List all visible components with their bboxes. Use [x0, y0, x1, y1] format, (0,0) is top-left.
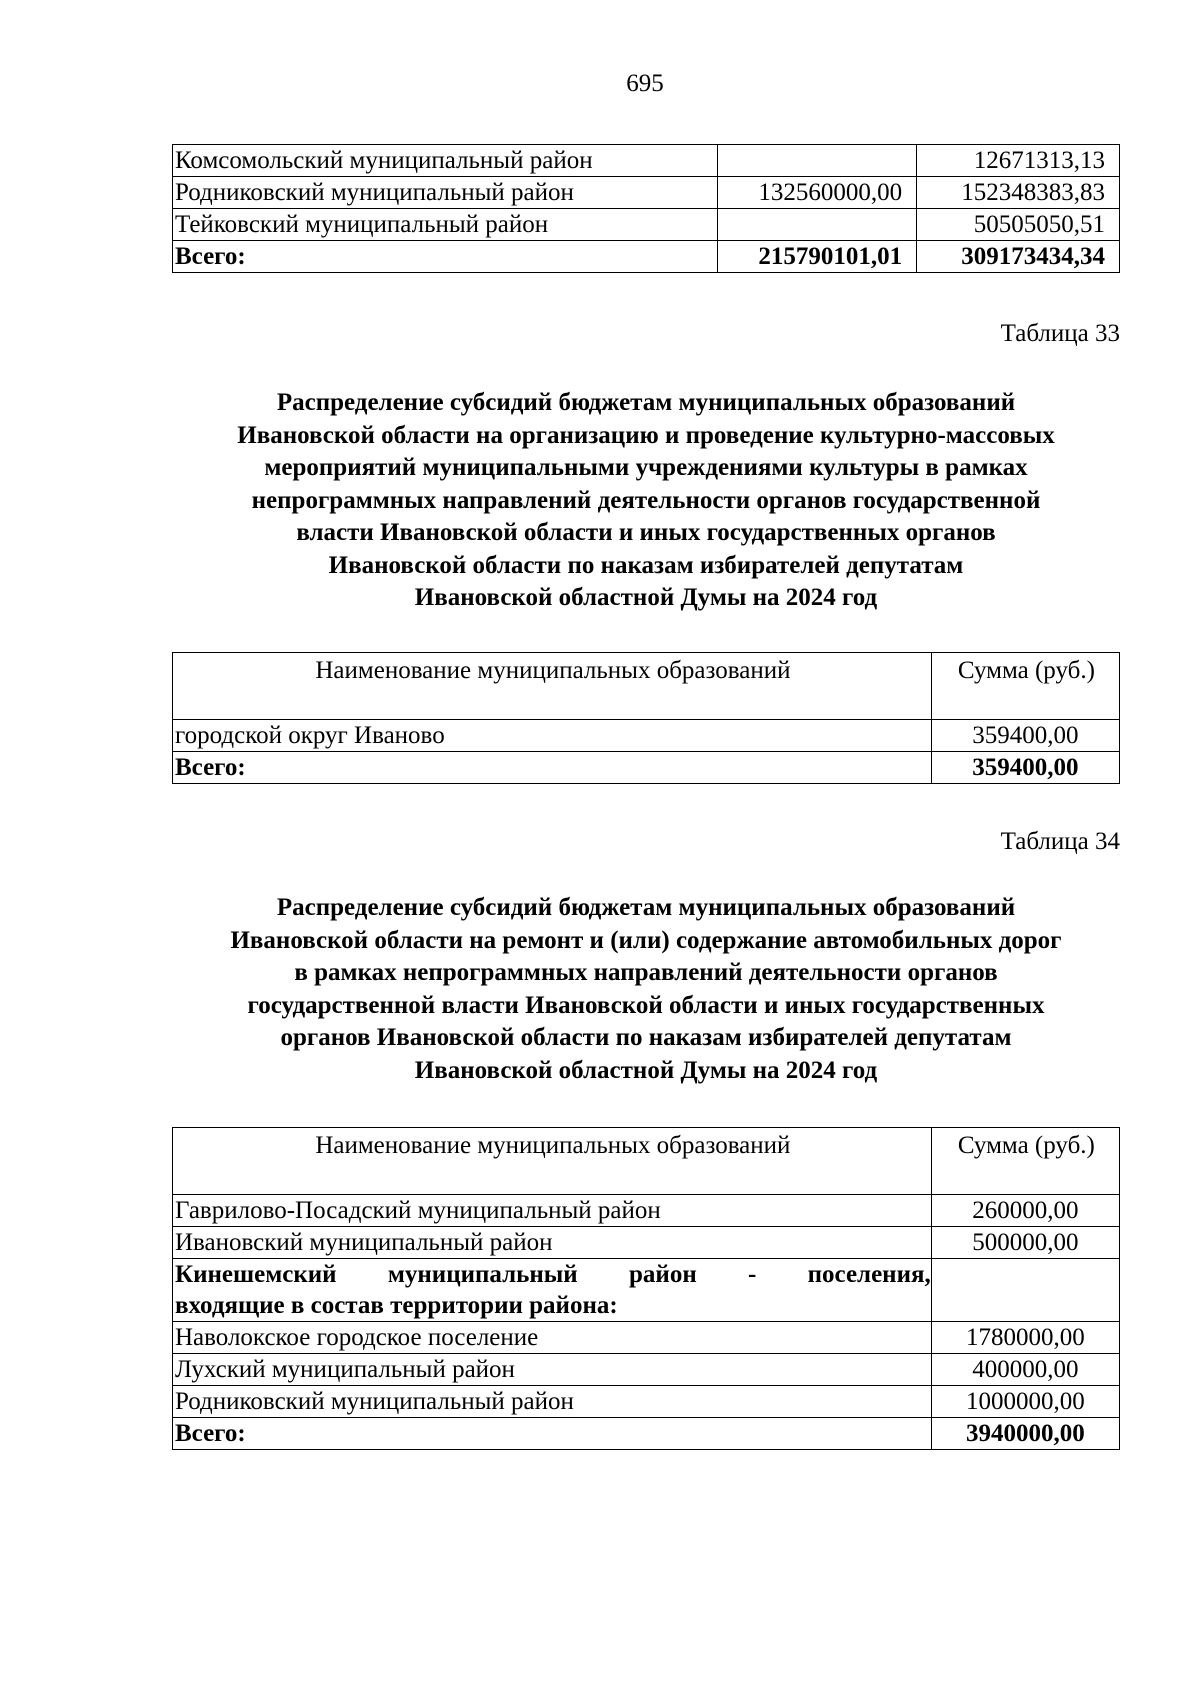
total-row: [173, 1418, 1120, 1450]
table-row: [173, 177, 1120, 209]
row-name: Комсомольский муниципальный район: [173, 145, 718, 177]
row-value-1: [718, 209, 917, 241]
row-name: Гаврилово-Посадский муниципальный район: [173, 1195, 932, 1227]
group-sum-empty: [931, 1259, 1119, 1322]
table-34-label: Таблица 34: [1000, 828, 1120, 855]
row-value-1: [718, 145, 917, 177]
row-sum: 260000,00: [931, 1195, 1119, 1227]
row-sum: 400000,00: [931, 1354, 1119, 1386]
row-value-2: 12671313,13: [917, 145, 1120, 177]
title-line: Распределение субсидий бюджетам муниципальных образований: [276, 389, 1016, 416]
group-row: [173, 1259, 1120, 1322]
table-row: [173, 720, 1120, 752]
title-line: Ивановской областной Думы на 2024 год: [414, 584, 878, 611]
total-row: [173, 752, 1120, 784]
table-row: [173, 145, 1120, 177]
header-name: Наименование муниципальных образований: [173, 653, 932, 720]
row-name: Ивановский муниципальный район: [173, 1227, 932, 1259]
title-line: Ивановской области на организацию и проведение культурно-массовых: [237, 421, 1055, 449]
header-sum: Сумма (руб.): [931, 1128, 1119, 1195]
group-name: [173, 1259, 932, 1322]
row-sum: 1780000,00: [931, 1322, 1119, 1354]
title-line: Ивановской области на ремонт и (или) содержание автомобильных дорог: [230, 926, 1062, 954]
table-33-label: Таблица 33: [1000, 320, 1120, 347]
total-value-1: 215790101,01: [718, 241, 917, 273]
title-line: Распределение субсидий бюджетам муниципальных образований: [276, 894, 1016, 921]
header-row: [173, 1128, 1120, 1195]
table-34: [172, 1127, 1120, 1450]
title-line: власти Ивановской области и иных государственных органов: [296, 519, 996, 546]
page-number: 695: [626, 70, 664, 97]
row-value-2: 152348383,83: [917, 177, 1120, 209]
group-name-line-1: Кинешемский муниципальный район - поселения,: [175, 1261, 931, 1288]
table-row: [173, 1386, 1120, 1418]
row-value-2: 50505050,51: [917, 209, 1120, 241]
total-sum: 3940000,00: [931, 1418, 1119, 1450]
table-33: [172, 652, 1120, 784]
row-sum: 359400,00: [931, 720, 1119, 752]
row-name: Родниковский муниципальный район: [173, 177, 718, 209]
row-value-1: 132560000,00: [718, 177, 917, 209]
row-name: Наволокское городское поселение: [173, 1322, 932, 1354]
row-sum: 1000000,00: [931, 1386, 1119, 1418]
title-line: Ивановской областной Думы на 2024 год: [414, 1056, 878, 1084]
total-row: [173, 241, 1120, 273]
table-row: [173, 1322, 1120, 1354]
table-row: [173, 1195, 1120, 1227]
header-row: [173, 653, 1120, 720]
title-line: мероприятий муниципальными учреждениями культуры в рамках: [264, 454, 1028, 481]
title-line: государственной власти Ивановской области и иных государственных: [247, 991, 1045, 1019]
total-label: Всего:: [173, 241, 718, 273]
total-label: Всего:: [173, 752, 932, 784]
title-line: Ивановской области по наказам избирателей депутатам: [328, 551, 964, 579]
header-name: Наименование муниципальных образований: [173, 1128, 932, 1195]
title-line: непрограммных направлений деятельности органов государственной: [251, 486, 1041, 514]
table-row: [173, 1354, 1120, 1386]
row-name: Лухский муниципальный район: [173, 1354, 932, 1386]
title-line: в рамках непрограммных направлений деятельности органов: [294, 959, 998, 986]
group-name-line-2: входящие в состав территории района:: [175, 1292, 618, 1319]
row-name: городской округ Иваново: [173, 720, 932, 752]
previous-table-continuation: [172, 144, 1120, 273]
total-label: Всего:: [173, 1418, 932, 1450]
row-name: Тейковский муниципальный район: [173, 209, 718, 241]
row-name: Родниковский муниципальный район: [173, 1386, 932, 1418]
total-value-2: 309173434,34: [917, 241, 1120, 273]
table-row: [173, 209, 1120, 241]
title-line: органов Ивановской области по наказам избирателей депутатам: [280, 1024, 1012, 1051]
header-sum: Сумма (руб.): [931, 653, 1119, 720]
row-sum: 500000,00: [931, 1227, 1119, 1259]
total-sum: 359400,00: [931, 752, 1119, 784]
table-34-title: [172, 892, 1120, 1087]
table-33-title: [172, 387, 1120, 615]
table-row: [173, 1227, 1120, 1259]
